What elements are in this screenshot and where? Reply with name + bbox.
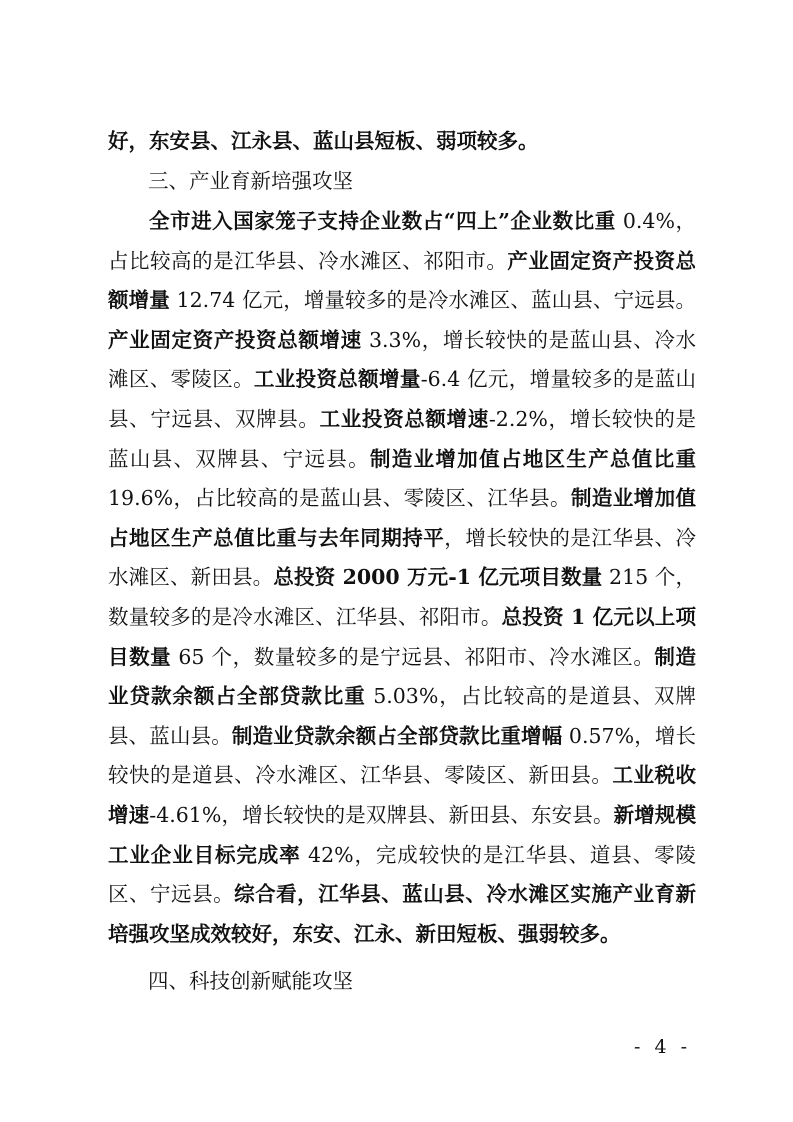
bold-text-segment: 总投资 2000 万元-1 亿元项目数量 [273, 565, 603, 590]
text-segment: ，增长较快的是江华县、冷水滩区、新田县。 [108, 525, 696, 590]
bold-text-segment: 制造业增加值占地区生产总值比重与去年同期持平 [108, 486, 697, 550]
section-heading-3: 三、产业育新培强攻坚 [148, 169, 353, 193]
text-segment: 42%，完成较快的是江华县、道县、零陵区、宁远县。 [108, 842, 696, 907]
bold-text-segment: 工业投资总额增量 [253, 367, 421, 392]
text-segment: 5.03%，占比较高的是道县、双牌县、蓝山县。 [108, 684, 697, 748]
bold-text-segment: 产业固定资产投资总额增量 [108, 248, 697, 313]
bold-text-segment: 制造业贷款余额占全部贷款比重增幅 [231, 723, 563, 748]
text-segment: 0.4%，占比较高的是江华县、冷水滩区、祁阳市。 [108, 209, 696, 273]
page-number: - 4 - [634, 1036, 692, 1058]
text-segment: 0.57%，增长较快的是道县、冷水滩区、江华县、零陵区、新田县。 [108, 723, 696, 788]
bold-text-segment: 制造业增加值占地区生产总值比重 [369, 446, 697, 471]
bold-text-segment: 综合看，江华县、蓝山县、冷水滩区实施产业育新培强攻坚成效较好，东安、江永、新田短板、强弱较多。 [108, 882, 697, 946]
bold-text-segment: 工业投资总额增速 [319, 406, 489, 431]
text-segment: 3.3%，增长较快的是蓝山县、冷水滩区、零陵区。 [108, 327, 696, 392]
bold-text-segment: 全市进入国家笼子支持企业数占“四上”企业数比重 [149, 209, 616, 233]
bold-text-segment: 总投资 1 亿元以上项目数量 [108, 604, 696, 669]
text-segment: -6.4 亿元，增量较多的是蓝山县、宁远县、双牌县。 [108, 367, 697, 431]
bold-text-segment: 新增规模工业企业目标完成率 [108, 802, 697, 867]
bold-text-segment: 产业固定资产投资总额增速 [108, 327, 362, 352]
text-segment: -2.2%，增长较快的是蓝山县、双牌县、宁远县。 [108, 406, 696, 471]
section-heading-4: 四、科技创新赋能攻坚 [148, 969, 353, 993]
bold-text-segment: 工业税收增速 [108, 763, 697, 827]
paragraph-conclusion-prev: 好，东安县、江永县、蓝山县短板、弱项较多。 [108, 129, 539, 153]
paragraph-industry-section [108, 202, 696, 954]
text-segment: 12.74 亿元，增量较多的是冷水滩区、蓝山县、宁远县。 [169, 288, 697, 313]
text-segment: 215 个，数量较多的是冷水滩区、江华县、祁阳市。 [108, 565, 696, 629]
text-segment: -4.61%，增长较快的是双牌县、新田县、东安县。 [149, 802, 614, 827]
text-segment: 19.6%，占比较高的是蓝山县、零陵区、江华县。 [108, 486, 571, 511]
text-segment: 65 个，数量较多的是宁远县、祁阳市、冷水滩区。 [171, 644, 655, 669]
bold-text-segment: 制造业贷款余额占全部贷款比重 [108, 644, 696, 709]
